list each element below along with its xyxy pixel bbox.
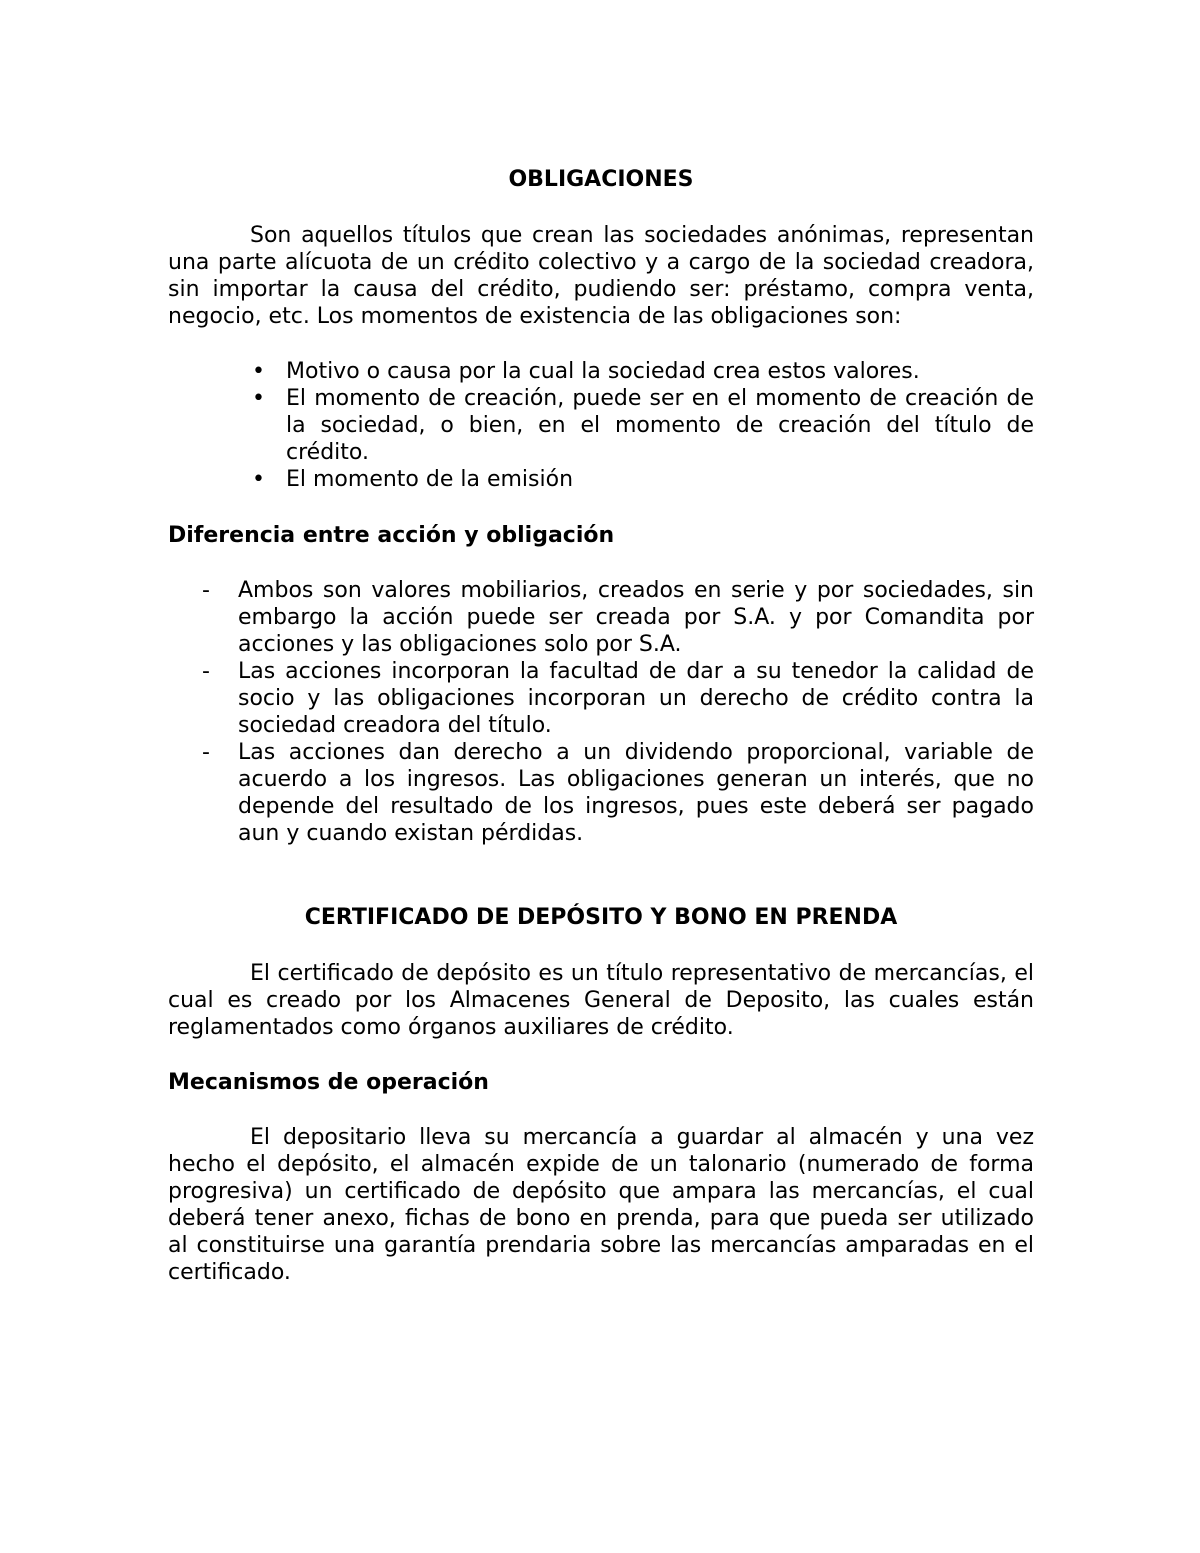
list-item (168, 658, 1034, 739)
list-item-text: Ambos son valores mobiliarios, creados en serie y por sociedades, sin embargo la acción puede ser creada por S.A. y por Comandita por acciones y las obligaciones solo por S.A. (238, 578, 1034, 657)
list-item-text: Las acciones dan derecho a un dividendo proporcional, variable de acuerdo a los ingresos. Las obligaciones generan un interés, que no depende del resultado de los ingresos, pues este deberá ser pagado aun y cuando existan pérdidas. (238, 740, 1034, 846)
list-item (168, 577, 1034, 658)
certificado-intro-paragraph: El certificado de depósito es un título representativo de mercancías, el cual es creado por los Almacenes General de Deposito, las cuales están reglamentados como órganos auxiliares de crédito. (168, 961, 1034, 1040)
section-heading-mecanismos: Mecanismos de operación (168, 1070, 489, 1095)
list-item-text: El momento de creación, puede ser en el momento de creación de la sociedad, o bien, en el momento de creación del título de crédito. (286, 386, 1034, 465)
list-item-text: Motivo o causa por la cual la sociedad crea estos valores. (286, 359, 920, 384)
list-item (168, 739, 1034, 847)
list-item-text: El momento de la emisión (286, 467, 574, 492)
dash-marker: - (202, 740, 210, 765)
list-item (168, 385, 1034, 466)
list-item (168, 466, 1034, 493)
bullet-marker: • (252, 467, 265, 492)
list-item-text: Las acciones incorporan la facultad de dar a su tenedor la calidad de socio y las obligaciones incorporan un derecho de crédito contra la sociedad creadora del título. (238, 659, 1034, 738)
dash-marker: - (202, 659, 210, 684)
bullet-marker: • (252, 386, 265, 411)
section-title-obligaciones: OBLIGACIONES (508, 167, 694, 192)
dash-marker: - (202, 578, 210, 603)
diferencia-dash-list (168, 577, 1034, 847)
section-title-certificado: CERTIFICADO DE DEPÓSITO Y BONO EN PRENDA (304, 905, 898, 930)
obligaciones-bullet-list (168, 358, 1034, 493)
mecanismos-body-paragraph: El depositario lleva su mercancía a guardar al almacén y una vez hecho el depósito, el almacén expide de un talonario (numerado de forma progresiva) un certificado de depósito que ampara las mercancías, el cual deberá tener anexo, fichas de bono en prenda, para que pueda ser utilizado al constituirse una garantía prendaria sobre las mercancías amparadas en el certificado. (168, 1125, 1034, 1285)
bullet-marker: • (252, 359, 265, 384)
document-page (168, 166, 1034, 1286)
section-heading-diferencia: Diferencia entre acción y obligación (168, 523, 615, 548)
list-item (168, 358, 1034, 385)
obligaciones-intro-paragraph: Son aquellos títulos que crean las sociedades anónimas, representan una parte alícuota de un crédito colectivo y a cargo de la sociedad creadora, sin importar la causa del crédito, pudiendo ser: préstamo, compra venta, negocio, etc. Los momentos de existencia de las obligaciones son: (168, 223, 1034, 329)
